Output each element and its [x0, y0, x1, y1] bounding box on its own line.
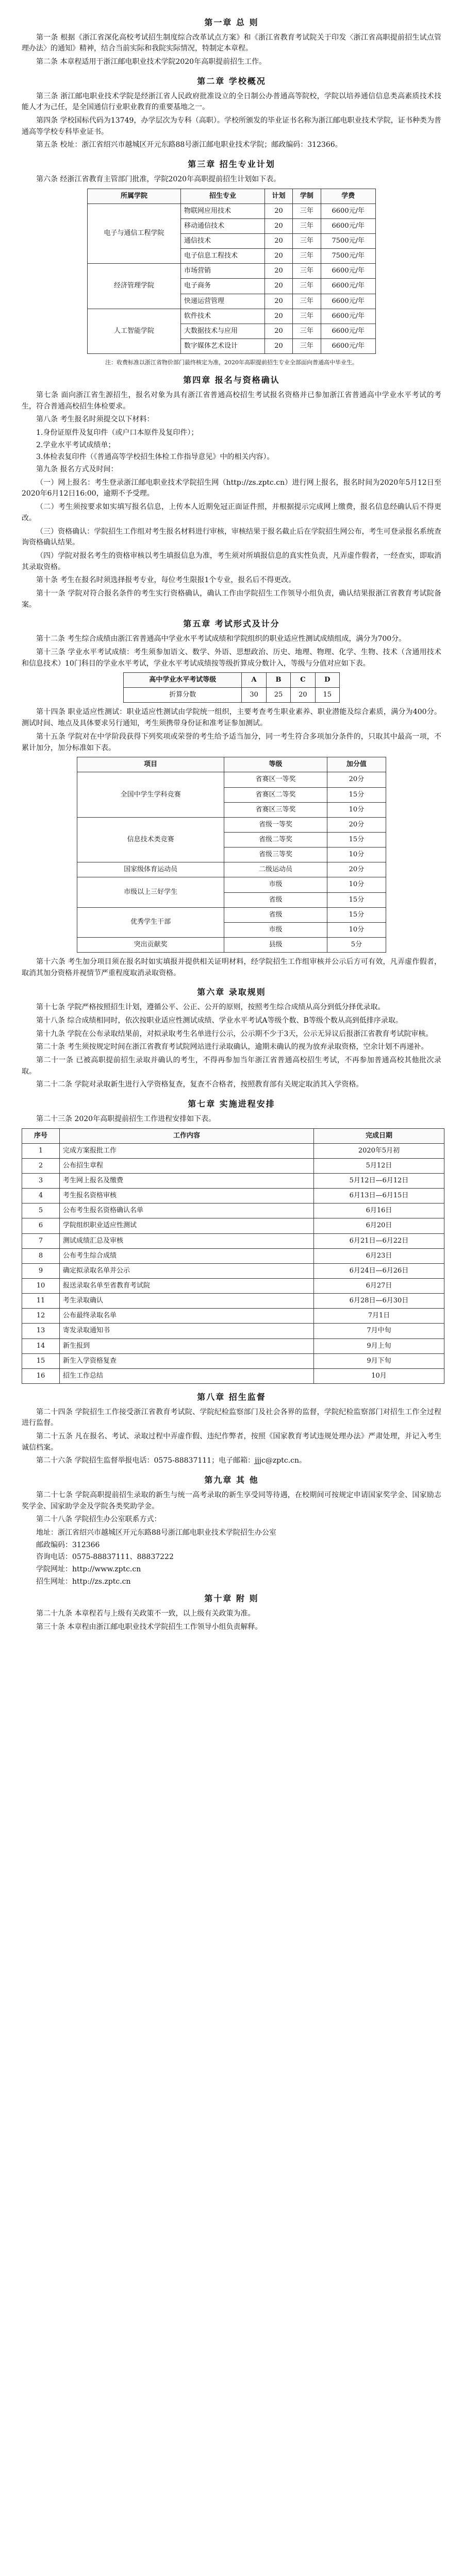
chapter-9-title: 第九章 其 他: [204, 1475, 259, 1485]
quota-cell: 20: [264, 264, 292, 279]
duration-cell: 三年: [293, 234, 321, 249]
seq-cell: 10: [22, 1278, 60, 1293]
table-cell: 30: [242, 688, 266, 703]
article-paragraph: 第十条 考生在报名时须选择报考专业，每位考生限报1个专业，报名后不得更改。: [36, 576, 296, 585]
table-header-cell: 等级: [224, 757, 327, 772]
chapter-7-title: 第七章 实施进程安排: [188, 1099, 275, 1109]
seq-cell: 9: [22, 1263, 60, 1278]
task-cell: 新生入学资格复查: [60, 1353, 314, 1368]
table-header-cell: A: [242, 673, 266, 688]
date-cell: 9月下旬: [314, 1353, 444, 1368]
seq-cell: 2: [22, 1158, 60, 1173]
contact-line: 咨询电话：0575-88837111、88837222: [36, 1553, 174, 1562]
bonus-points-table: [77, 757, 386, 953]
table-cell: 省级二等奖: [224, 832, 327, 847]
seq-cell: 16: [22, 1368, 60, 1383]
date-cell: 6月13日—6月15日: [314, 1189, 444, 1204]
table-row: [77, 862, 386, 877]
date-cell: 6月24日—6月26日: [314, 1263, 444, 1278]
seq-cell: 4: [22, 1189, 60, 1204]
table-row: [77, 772, 386, 787]
chapter-8-title: 第八章 招生监督: [197, 1392, 266, 1402]
contact-line: 邮政编码：312366: [36, 1540, 100, 1549]
table-header-cell: B: [266, 673, 290, 688]
table-cell: 省级: [224, 892, 327, 907]
table-cell: 省级三等奖: [224, 848, 327, 862]
task-cell: 考生录取确认: [60, 1294, 314, 1309]
tuition-cell: 6600元/年: [321, 204, 375, 218]
quota-cell: 20: [264, 279, 292, 294]
table-row: [22, 1143, 444, 1158]
duration-cell: 三年: [293, 279, 321, 294]
table-cell: 国家级体育运动员: [77, 862, 224, 877]
date-cell: 5月12日—6月12日: [314, 1173, 444, 1188]
seq-cell: 14: [22, 1338, 60, 1353]
article-paragraph: （三）资格确认：学院招生工作组对考生报名材料进行审核，审核结果于报名截止后在学院招生网公布，考生可登录报名系统查询资格确认结果。: [22, 527, 441, 547]
date-cell: 10月: [314, 1368, 444, 1383]
article-paragraph: 第二十三条 2020年高职提前招生工作进程安排如下表。: [36, 1114, 216, 1123]
article-paragraph: 第二条 本章程适用于浙江邮电职业技术学院2020年高职提前招生工作。: [36, 58, 267, 66]
list-item: 2.学业水平考试成绩单；: [36, 440, 115, 449]
duration-cell: 三年: [293, 264, 321, 279]
major-cell: 通信技术: [181, 234, 265, 249]
quota-cell: 20: [264, 324, 292, 338]
table-cell: 市级: [224, 877, 327, 892]
date-cell: 5月12日: [314, 1158, 444, 1173]
table-header-cell: 计划: [264, 189, 292, 204]
chapter-2-title: 第二章 学校概况: [197, 76, 266, 86]
duration-cell: 三年: [293, 204, 321, 218]
contact-line: 地址：浙江省绍兴市越城区开元东路88号浙江邮电职业技术学院招生办公室: [36, 1529, 276, 1537]
table-cell: 15分: [327, 832, 386, 847]
table-row: [124, 688, 340, 703]
table-header-cell: D: [315, 673, 339, 688]
table-cell: 优秀学生干部: [77, 907, 224, 937]
table-row: [22, 1353, 444, 1368]
chapter-6-title: 第六章 录取规则: [197, 987, 266, 997]
contact-line: 招生网址：http://zs.zptc.cn: [36, 1577, 131, 1586]
chapter-5-title: 第五章 考试形式及计分: [183, 619, 280, 629]
tuition-cell: 6600元/年: [321, 264, 375, 279]
table-cell: 信息技术类竞赛: [77, 817, 224, 862]
article-paragraph: （二）考生须按要求如实填写报名信息，上传本人近期免冠正面证件照，并根据提示完成网上缴费，报名信息经确认后不得更改。: [22, 503, 441, 522]
table-cell: 20: [291, 688, 315, 703]
task-cell: 公布考生报名资格确认名单: [60, 1204, 314, 1218]
table-cell: 15: [315, 688, 339, 703]
article-paragraph: 第二十四条 学院招生工作接受浙江省教育考试院、学院纪检监察部门及社会各界的监督，学院纪检监察部门对招生工作全过程进行监督。: [22, 1408, 441, 1428]
table-header-cell: C: [291, 673, 315, 688]
article-paragraph: 第二十八条 学院招生办公室联系方式：: [36, 1515, 161, 1524]
table-cell: 突出贡献奖: [77, 937, 224, 952]
article-paragraph: 第二十九条 本章程若与上级有关政策不一致，以上级有关政策为准。: [36, 1609, 255, 1618]
article-paragraph: 第四条 学校国标代码为13749，办学层次为专科（高职）。学校所颁发的毕业证书名称为浙江邮电职业技术学院，证书种类为普通高等学校专科毕业证书。: [22, 116, 441, 136]
quota-cell: 20: [264, 249, 292, 264]
quota-cell: 20: [264, 234, 292, 249]
date-cell: 7月1日: [314, 1309, 444, 1324]
article-paragraph: 第二十七条 学院高职提前招生录取的新生与统一高考录取的新生享受同等待遇，在校期间可按规定申请国家奖学金、国家励志奖学金、国家助学金及学院各类奖助学金。: [22, 1490, 441, 1511]
article-paragraph: 第十二条 考生综合成绩由浙江省普通高中学业水平考试成绩和学院组织的职业适应性测试成绩组成，满分为700分。: [36, 635, 406, 643]
chapter-4-title: 第四章 报名与资格确认: [183, 375, 280, 385]
table-cell: 20分: [327, 817, 386, 832]
table-cell: 县级: [224, 937, 327, 952]
table-header-cell: 招生专业: [181, 189, 265, 204]
article-paragraph: 第三条 浙江邮电职业技术学院是经浙江省人民政府批准设立的全日制公办普通高等院校，学院以培养通信信息类高素质技术技能人才为己任，是全国通信行业职业教育的重要基地之一。: [22, 92, 441, 112]
table-cell: 25: [266, 688, 290, 703]
major-cell: 移动通信技术: [181, 218, 265, 233]
article-paragraph: 第九条 报名方式及时间：: [36, 465, 118, 474]
article-paragraph: 第八条 考生报名时须提交以下材料：: [36, 415, 154, 424]
table-cell: 省级: [224, 907, 327, 922]
table-header-row: [77, 757, 386, 772]
table-cell: 二级运动员: [224, 862, 327, 877]
table-row: [88, 264, 376, 279]
chapter-10-title: 第十章 附 则: [204, 1594, 259, 1604]
duration-cell: 三年: [293, 249, 321, 264]
tuition-cell: 6600元/年: [321, 324, 375, 338]
table-header-cell: 项目: [77, 757, 224, 772]
date-cell: 6月21日—6月22日: [314, 1233, 444, 1248]
table-row: [22, 1338, 444, 1353]
major-cell: 物联网应用技术: [181, 204, 265, 218]
task-cell: 考生报名资格审核: [60, 1189, 314, 1204]
table-cell: 省级一等奖: [224, 817, 327, 832]
article-paragraph: 第二十五条 凡在报名、考试、录取过程中弄虚作假、违纪作弊者，按照《国家教育考试违规处理办法》严肃处理，并记入考生诚信档案。: [22, 1432, 441, 1452]
table-cell: 市级: [224, 922, 327, 937]
seq-cell: 11: [22, 1294, 60, 1309]
tuition-cell: 6600元/年: [321, 309, 375, 324]
table-header-row: [22, 1128, 444, 1143]
article-paragraph: 第十一条 学院对符合报名条件的考生实行资格确认，确认工作由学院招生工作领导小组负责，确认结果报浙江省教育考试院备案。: [22, 589, 441, 609]
table-row: [22, 1309, 444, 1324]
seq-cell: 12: [22, 1309, 60, 1324]
date-cell: 6月27日: [314, 1278, 444, 1293]
table-header-cell: 加分值: [327, 757, 386, 772]
task-cell: 考生网上报名及缴费: [60, 1173, 314, 1188]
article-paragraph: 第二十一条 已被高职提前招生录取并确认的考生，不得再参加当年浙江省普通高校招生考试，不再参加普通高校其他批次录取。: [22, 1056, 441, 1076]
table-row: [77, 817, 386, 832]
chapter-1-title: 第一章 总 则: [204, 18, 259, 27]
table-cell: 20分: [327, 862, 386, 877]
table-row: [22, 1248, 444, 1263]
major-cell: 大数据技术与应用: [181, 324, 265, 338]
table-row: [22, 1368, 444, 1383]
quota-cell: 20: [264, 204, 292, 218]
article-paragraph: 第十六条 考生加分项目须在报名时如实填报并提供相关证明材料，经学院招生工作组审核并公示后方可有效，凡弄虚作假者，取消其加分资格并视情节严重程度取消录取资格。: [22, 958, 441, 977]
quota-cell: 20: [264, 309, 292, 324]
task-cell: 新生报到: [60, 1338, 314, 1353]
table-cell: 15分: [327, 907, 386, 922]
major-cell: 电子商务: [181, 279, 265, 294]
seq-cell: 8: [22, 1248, 60, 1263]
contact-line: 学院网址：http://www.zptc.cn: [36, 1565, 141, 1574]
college-cell: 电子与通信工程学院: [88, 204, 181, 264]
task-cell: 公布最终录取名单: [60, 1309, 314, 1324]
chapter-3-title: 第三章 招生专业计划: [188, 159, 275, 170]
article-paragraph: 第十九条 学院在公布录取结果前，对拟录取考生名单进行公示，公示期不少于3天，公示无异议后报浙江省教育考试院审核。: [36, 1029, 433, 1038]
major-cell: 软件技术: [181, 309, 265, 324]
table-header-cell: 序号: [22, 1128, 60, 1143]
table-cell: 省赛区一等奖: [224, 772, 327, 787]
tuition-cell: 6600元/年: [321, 338, 375, 353]
table-row: [22, 1218, 444, 1233]
table-cell: 省赛区三等奖: [224, 802, 327, 817]
date-cell: 7月中旬: [314, 1324, 444, 1338]
article-paragraph: 第五条 校址：浙江省绍兴市越城区开元东路88号浙江邮电职业技术学院；邮政编码：312366。: [36, 141, 342, 149]
table-cell: 10分: [327, 877, 386, 892]
table-row: [22, 1158, 444, 1173]
table-cell: 折算分数: [124, 688, 242, 703]
table-row: [77, 907, 386, 922]
college-cell: 经济管理学院: [88, 264, 181, 309]
table-header-row: [88, 189, 376, 204]
task-cell: 招生工作总结: [60, 1368, 314, 1383]
seq-cell: 5: [22, 1204, 60, 1218]
table-row: [22, 1263, 444, 1278]
duration-cell: 三年: [293, 309, 321, 324]
date-cell: 6月16日: [314, 1204, 444, 1218]
seq-cell: 1: [22, 1143, 60, 1158]
table-cell: 15分: [327, 892, 386, 907]
grade-score-table: [123, 672, 340, 703]
tuition-cell: 6600元/年: [321, 218, 375, 233]
table-cell: 市级以上三好学生: [77, 877, 224, 907]
table-header-cell: 学制: [293, 189, 321, 204]
quota-cell: 20: [264, 338, 292, 353]
duration-cell: 三年: [293, 218, 321, 233]
table-row: [22, 1173, 444, 1188]
task-cell: 报送录取名单至省教育考试院: [60, 1278, 314, 1293]
task-cell: 测试成绩汇总及审核: [60, 1233, 314, 1248]
table-row: [22, 1189, 444, 1204]
task-cell: 公布招生章程: [60, 1158, 314, 1173]
list-item: 1.身份证原件及复印件（或户口本原件及复印件）；: [36, 429, 199, 437]
article-paragraph: 第二十条 考生须按规定时间在浙江省教育考试院网站进行录取确认，逾期未确认的视为放弃录取资格，空余计划不再递补。: [36, 1043, 428, 1052]
seq-cell: 7: [22, 1233, 60, 1248]
article-paragraph: 第十五条 学院对在中学阶段获得下列奖项或荣誉的考生给予适当加分，同一考生符合多项加分条件的，只取其中最高一项，不累计加分，加分标准如下表。: [22, 732, 441, 752]
date-cell: 9月上旬: [314, 1338, 444, 1353]
enrollment-plan-table: [87, 189, 376, 354]
date-cell: 6月28日—6月30日: [314, 1294, 444, 1309]
table-row: [88, 204, 376, 218]
article-paragraph: （四）学院对报名考生的资格审核以考生填报信息为准，考生须对所填报信息的真实性负责，凡弄虚作假者，一经查实，即取消其录取资格。: [22, 551, 441, 571]
table-row: [22, 1233, 444, 1248]
schedule-table: [22, 1128, 444, 1384]
major-cell: 快递运营管理: [181, 294, 265, 309]
table-header-cell: 工作内容: [60, 1128, 314, 1143]
article-paragraph: 第七条 面向浙江省生源招生，报名对象为具有浙江省普通高校招生考试报名资格并已参加浙江省普通高中学业水平考试的考生，符合普通高校招生体检要求。: [22, 391, 441, 411]
date-cell: 2020年5月初: [314, 1143, 444, 1158]
table-cell: 20分: [327, 772, 386, 787]
table-note: 注：收费标准以浙江省物价部门最终核定为准，2020年高职提前招生专业全部面向普通高中毕业生。: [105, 359, 358, 366]
task-cell: 公布考生综合成绩: [60, 1248, 314, 1263]
seq-cell: 13: [22, 1324, 60, 1338]
date-cell: 6月23日: [314, 1248, 444, 1263]
major-cell: 市场营销: [181, 264, 265, 279]
task-cell: 确定拟录取名单并公示: [60, 1263, 314, 1278]
task-cell: 学院组织职业适应性测试: [60, 1218, 314, 1233]
duration-cell: 三年: [293, 338, 321, 353]
article-paragraph: （一）网上报名：考生登录浙江邮电职业技术学院招生网（http://zs.zptc.cn）进行网上报名，报名时间为2020年5月12日至2020年6月12日16:00，逾期不予受理。: [22, 478, 441, 498]
table-row: [77, 877, 386, 892]
duration-cell: 三年: [293, 294, 321, 309]
major-cell: 电子信息工程技术: [181, 249, 265, 264]
article-paragraph: 第三十条 本章程由浙江邮电职业技术学院招生工作领导小组负责解释。: [36, 1622, 262, 1631]
seq-cell: 3: [22, 1173, 60, 1188]
table-header-cell: 学费: [321, 189, 375, 204]
quota-cell: 20: [264, 218, 292, 233]
table-row: [22, 1294, 444, 1309]
table-cell: 10分: [327, 802, 386, 817]
article-paragraph: 第二十六条 学院招生监督举报电话：0575-88837111；电子邮箱：jjjc@zptc.cn。: [36, 1456, 307, 1465]
tuition-cell: 6600元/年: [321, 279, 375, 294]
table-row: [22, 1204, 444, 1218]
tuition-cell: 6600元/年: [321, 294, 375, 309]
list-item: 3.体检表复印件（《普通高等学校招生体检工作指导意见》中的相关内容）。: [36, 453, 274, 462]
table-row: [22, 1278, 444, 1293]
tuition-cell: 7500元/年: [321, 249, 375, 264]
article-paragraph: 第十三条 学业水平考试成绩：考生须参加语文、数学、外语、思想政治、历史、地理、物理、化学、生物、技术（含通用技术和信息技术）10门科目的学业水平考试，学业水平考试成绩按等级折算成分数计入，等级与分值对应如下表。: [22, 648, 441, 668]
major-cell: 数字媒体艺术设计: [181, 338, 265, 353]
article-paragraph: 第十七条 学院严格按照招生计划，遵循公平、公正、公开的原则，按照考生综合成绩从高分到低分择优录取。: [36, 1003, 385, 1012]
article-paragraph: 第二十二条 学院对录取新生进行入学资格复查，复查不合格者，按照教育部有关规定取消其入学资格。: [36, 1080, 363, 1089]
table-header-cell: 高中学业水平考试等级: [124, 673, 242, 688]
table-cell: 15分: [327, 787, 386, 802]
table-header-row: [124, 673, 340, 688]
table-cell: 全国中学生学科竞赛: [77, 772, 224, 817]
college-cell: 人工智能学院: [88, 309, 181, 353]
table-cell: 省赛区二等奖: [224, 787, 327, 802]
table-cell: 10分: [327, 922, 386, 937]
table-row: [88, 309, 376, 324]
article-paragraph: 第十八条 综合成绩相同时，依次按职业适应性测试成绩、学业水平考试A等级个数、B等级个数从高到低排序录取。: [36, 1016, 403, 1025]
table-cell: 5分: [327, 937, 386, 952]
article-paragraph: 第六条 经浙江省教育主管部门批准，学院2020年高职提前招生计划如下表。: [36, 175, 281, 183]
seq-cell: 6: [22, 1218, 60, 1233]
table-header-cell: 所属学院: [88, 189, 181, 204]
table-row: [22, 1324, 444, 1338]
tuition-cell: 7500元/年: [321, 234, 375, 249]
task-cell: 寄发录取通知书: [60, 1324, 314, 1338]
seq-cell: 15: [22, 1353, 60, 1368]
article-paragraph: 第十四条 职业适应性测试：职业适应性测试由学院统一组织，主要考查考生职业素养、职业潜能及综合素质，满分为400分。测试时间、地点及具体要求另行通知，考生须携带身份证和准考证参加测试。: [22, 708, 441, 728]
duration-cell: 三年: [293, 324, 321, 338]
article-paragraph: 第一条 根据《浙江省深化高校考试招生制度综合改革试点方案》和《浙江省教育考试院关于印发〈浙江省高职提前招生试点管理办法〉的通知》精神，结合当前实际和我院实际情况，特制定本章程。: [22, 33, 441, 53]
quota-cell: 20: [264, 294, 292, 309]
table-cell: 10分: [327, 848, 386, 862]
date-cell: 6月20日: [314, 1218, 444, 1233]
table-row: [77, 937, 386, 952]
table-header-cell: 完成日期: [314, 1128, 444, 1143]
task-cell: 完成方案报批工作: [60, 1143, 314, 1158]
